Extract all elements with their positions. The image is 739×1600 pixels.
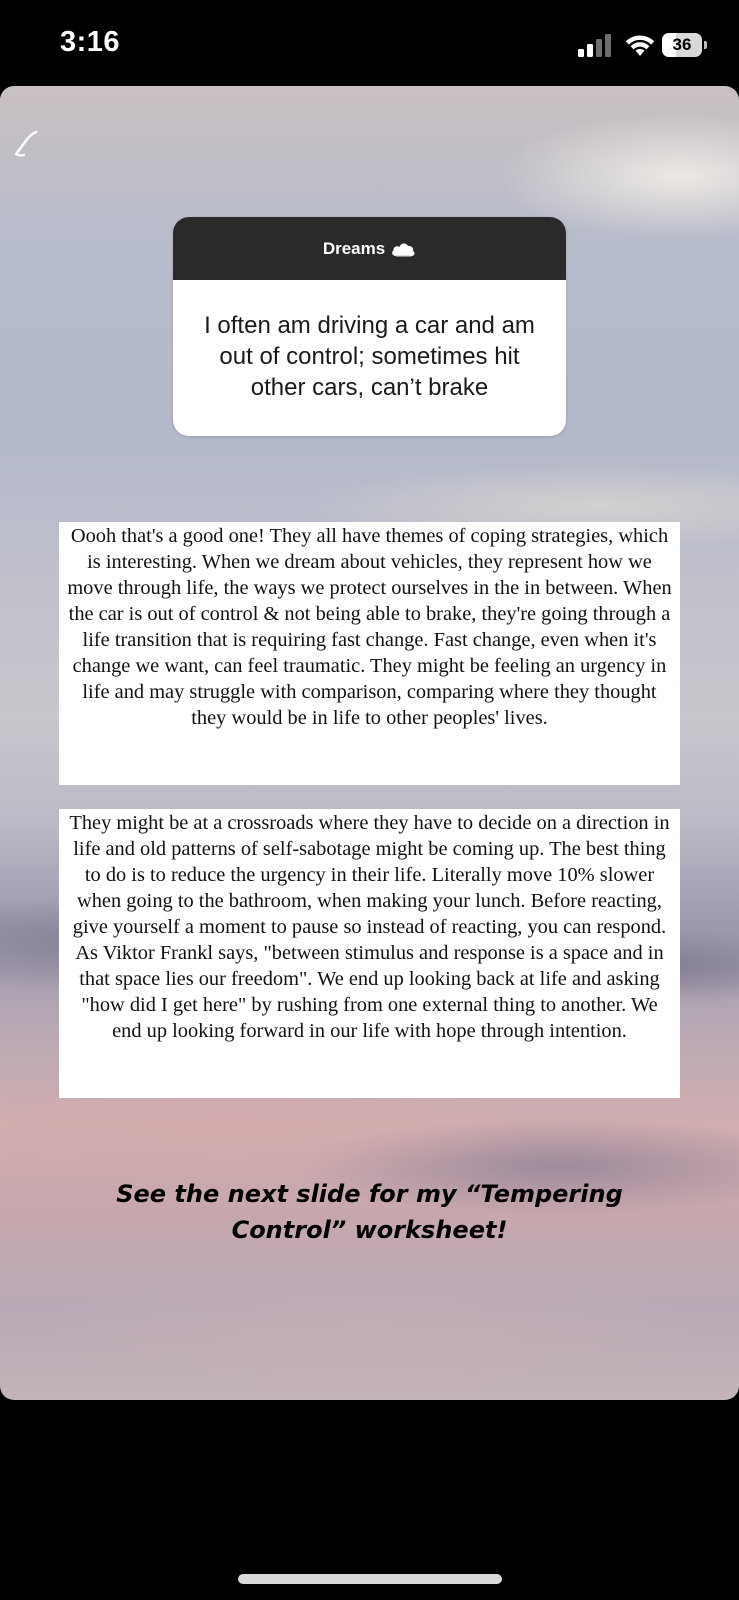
question-sticker-header: [173, 217, 566, 280]
status-bar: [0, 0, 739, 86]
question-sticker[interactable]: [173, 217, 566, 436]
status-time: 3:16: [60, 26, 121, 58]
answer-paragraph-2: They might be at a crossroads where they have to decide on a direction in life and old patterns of self-sabotage might be coming up. The best thing to do is to reduce the urgency in their life. Literally move 10% slower when going to the bathroom, when making your lunch. Before reacting, give yourself a moment to pause so instead of reacting, you can respond. As Viktor Frankl says, "between stimulus and response is a space and in that space lies our freedom". We end up looking back at life and asking "how did I get here" by rushing from one external thing to another. We end up looking forward in our life with hope through intention.: [59, 809, 680, 1098]
battery-body: [662, 33, 702, 57]
battery-indicator: [662, 33, 708, 57]
battery-level-text: 36: [672, 35, 692, 54]
cloud-icon: [390, 240, 416, 258]
answer-paragraph-1: Oooh that's a good one! They all have themes of coping strategies, which is interesting. When we dream about vehicles, they represent how we move through life, the ways we protect ourselves in the in between. When the car is out of control & not being able to brake, they're going through a life transition that is requiring fast change. Fast change, even when it's change we want, can feel traumatic. They might be feeling an urgency in life and may struggle with comparison, comparing where they thought they would be in life to other peoples' lives.: [59, 522, 680, 785]
question-sticker-text: I often am driving a car and am out of control; sometimes hit other cars, can’t brake: [204, 312, 535, 401]
home-indicator[interactable]: [238, 1574, 502, 1584]
question-sticker-title: Dreams: [322, 238, 386, 258]
cellular-signal-icon: [578, 34, 614, 58]
battery-tip: [704, 41, 707, 49]
story-slide[interactable]: [0, 86, 739, 1400]
next-slide-callout: See the next slide for my “Tempering Control” worksheet!: [116, 1180, 623, 1244]
wifi-icon: [624, 32, 656, 58]
brush-stroke-mark: [12, 124, 48, 160]
